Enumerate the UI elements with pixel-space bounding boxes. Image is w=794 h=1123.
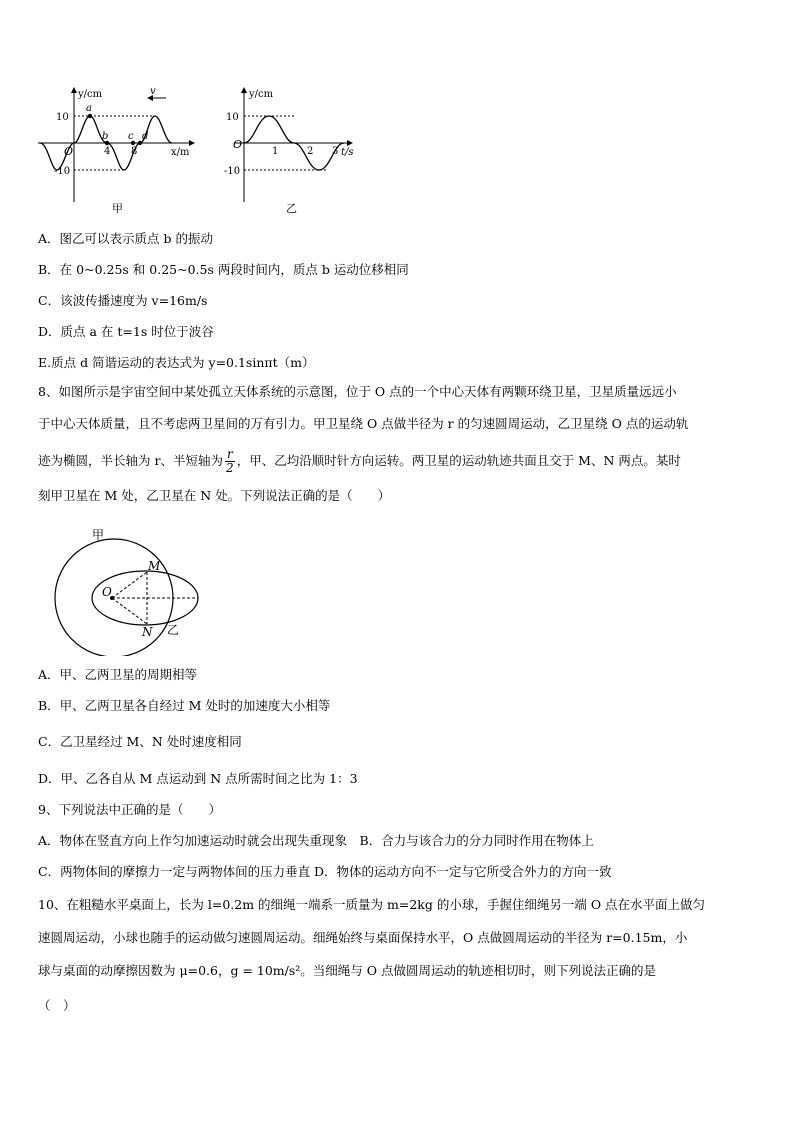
tick-pos: 10 [226,112,239,123]
q10-stem-line-2: 速圆周运动，小球也随手的运动做匀速圆周运动。细绳始终与桌面保持水平，O 点做圆周运动的半径为 r=0.15m，小 [38,930,688,945]
wave-graph-jia [34,84,204,219]
y-axis-label: y/cm [249,89,274,100]
label-o: O [102,585,112,599]
q8-option-c: C．乙卫星经过 M、N 处时速度相同 [38,734,242,749]
label-m: M [148,559,161,573]
q7-option-b: B．在 0~0.25s 和 0.25~0.5s 两段时间内，质点 b 运动位移相同 [38,262,409,277]
q10-stem-line-1: 10、在粗糙水平桌面上，长为 l=0.2m 的细绳一端系一质量为 m=2kg 的小球，手握住细绳另一端 O 点在水平面上做匀 [38,897,706,912]
x-axis-label: t/s [341,147,354,158]
label-yi: 乙 [167,623,180,637]
q8-option-b: B．甲、乙两卫星各自经过 M 处时的加速度大小相等 [38,698,331,713]
tick-4: 4 [104,146,111,157]
tick-neg: -10 [54,166,71,177]
velocity-label: v [150,86,156,97]
orbit-diagram [50,528,210,656]
point-a: a [86,103,92,114]
q8-stem-line-2: 于中心天体质量，且不考虑两卫星间的万有引力。甲卫星绕 O 点做半径为 r 的匀速圆周运动，乙卫星绕 O 点的运动轨 [38,416,689,431]
q8-line3-part-a: 迹为椭圆，半长轴为 r、半短轴为 [38,453,223,468]
tick-1: 1 [272,146,279,157]
vibration-graph-yi [224,84,374,219]
q9-options-cd: C．两物体间的摩擦力一定与两物体间的压力垂直 D．物体的运动方向不一定与它所受合外力的方向一致 [38,864,612,879]
q10-stem-line-4: （ ） [38,998,76,1013]
origin-label: O [64,145,74,158]
label-jia: 甲 [92,528,105,542]
tick-2: 2 [307,146,314,157]
fraction-numerator: r [226,447,233,461]
q9-options-ab: A．物体在竖直方向上作匀加速运动时就会出现失重现象 B．合力与该合力的分力同时作用在物体上 [38,833,594,848]
q7-option-d: D．质点 a 在 t=1s 时位于波谷 [38,324,214,339]
point-b: b [102,131,109,142]
tick-neg: -10 [224,166,241,177]
fraction-r-over-2 [225,448,235,475]
q8-option-d: D．甲、乙各自从 M 点运动到 N 点所需时间之比为 1：3 [38,771,358,786]
q8-line3-part-b: ，甲、乙均沿顺时针方向运转。两卫星的运动轨迹共面且交于 M、N 两点。某时 [236,453,681,468]
q8-stem-line-1: 8、如图所示是宇宙空间中某处孤立天体系统的示意图，位于 O 点的一个中心天体有两颗环绕卫星，卫星质量远远小 [38,384,677,399]
tick-3: 3 [332,146,339,157]
q8-option-a: A．甲、乙两卫星的周期相等 [38,667,198,682]
q7-option-a: A．图乙可以表示质点 b 的振动 [38,231,213,246]
q7-option-e: E.质点 d 简谐运动的表达式为 y=0.1sinπt（m） [38,355,315,370]
q8-stem-line-3 [38,446,681,476]
q10-stem-line-3: 球与桌面的动摩擦因数为 μ=0.6，g = 10m/s²。当细绳与 O 点做圆周运动的轨迹相切时，则下列说法正确的是 [38,963,656,978]
fraction-denominator: 2 [226,461,234,475]
x-axis-label: x/m [171,147,190,158]
tick-8: 8 [131,146,138,157]
label-n: N [142,625,153,639]
caption-yi: 乙 [286,202,297,215]
origin-label: O [233,138,243,151]
q7-option-c: C．该波传播速度为 v=16m/s [38,293,208,308]
q9-stem: 9、下列说法中正确的是（ ） [38,802,221,817]
caption-jia: 甲 [112,202,123,215]
point-c: c [128,131,134,142]
q8-stem-line-4: 刻甲卫星在 M 处，乙卫星在 N 处。下列说法正确的是（ ） [38,488,391,503]
y-axis-label: y/cm [78,89,103,100]
tick-pos: 10 [56,112,69,123]
point-d: d [142,131,149,142]
